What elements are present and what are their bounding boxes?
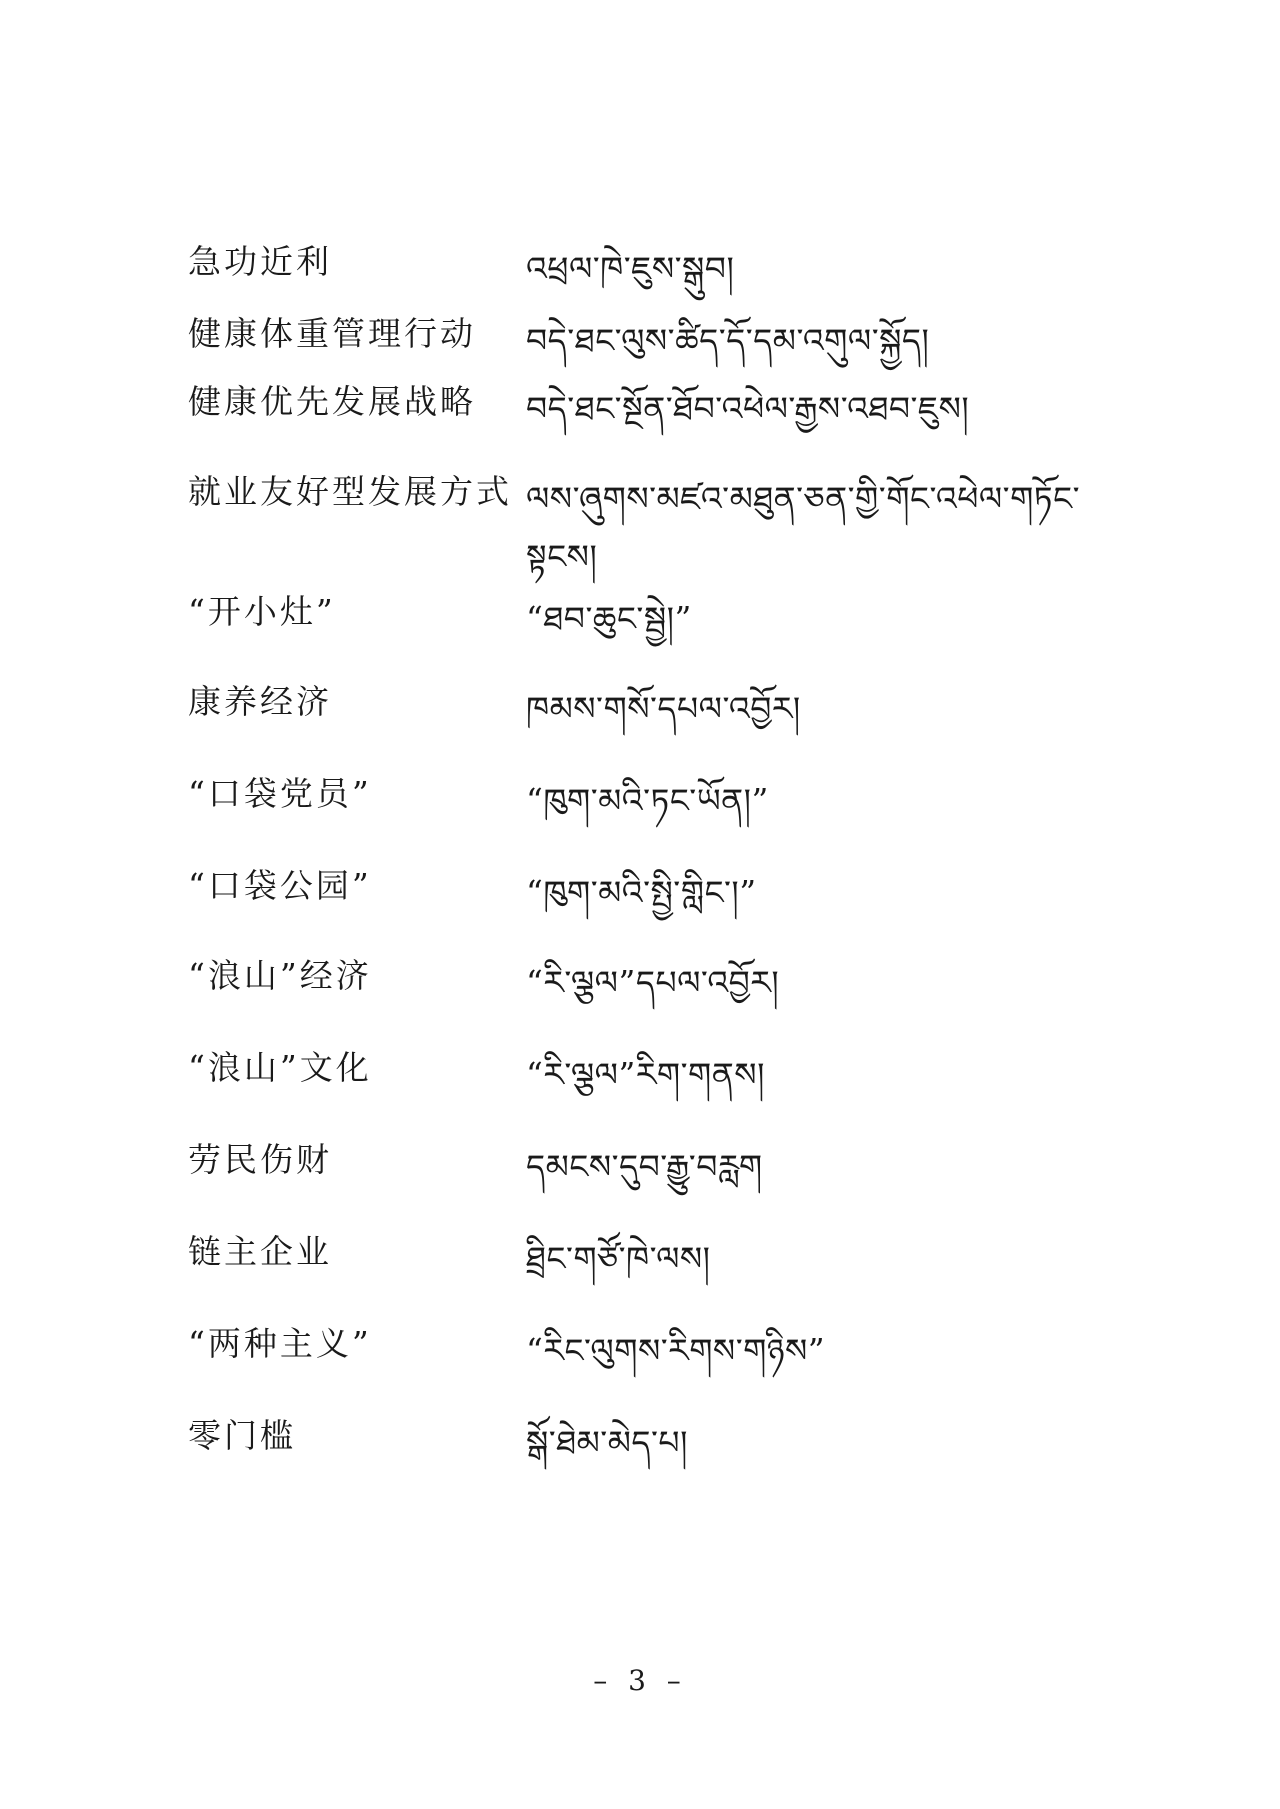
- chinese-term: 链主企业: [188, 1232, 332, 1271]
- tibetan-translation: འཕྲལ་ཁེ་ཇུས་སྒུབ།: [526, 249, 735, 288]
- chinese-term: “浪山”文化: [188, 1048, 372, 1087]
- tibetan-translation: “རི་ལྕལ”རིག་གནས།: [526, 1055, 765, 1094]
- tibetan-translation: “རིང་ལུགས་རིགས་གཉིས”: [526, 1331, 826, 1370]
- tibetan-translation: ལས་ཞུགས་མཛའ་མཐུན་ཅན་གྱི་གོང་འཕེལ་གཏོང་སྟངས།: [526, 479, 1081, 576]
- chinese-term: 康养经济: [188, 682, 332, 721]
- page-number: – 3 –: [593, 1664, 687, 1697]
- chinese-term: 劳民伤财: [188, 1140, 332, 1179]
- chinese-term: 就业友好型发展方式: [188, 472, 512, 511]
- chinese-term: “口袋公园”: [188, 866, 372, 905]
- chinese-term: “开小灶”: [188, 592, 336, 631]
- chinese-term: 急功近利: [188, 242, 332, 281]
- tibetan-translation: བདེ་ཐང་སྔོན་ཐོབ་འཕེལ་རྒྱས་འཐབ་ཇུས།: [526, 389, 970, 428]
- tibetan-translation: “ཁུག་མའི་སྤྱི་གླིང་།”: [526, 873, 757, 912]
- tibetan-translation: “ཁུག་མའི་ཏང་ཡོན།”: [526, 781, 769, 820]
- chinese-term: 健康优先发展战略: [188, 382, 476, 421]
- tibetan-translation: ཁམས་གསོ་དཔལ་འབྱོར།: [526, 689, 801, 728]
- tibetan-translation: “ཐབ་ཆུང་སྦྱེ།”: [526, 599, 692, 638]
- chinese-term: 健康体重管理行动: [188, 314, 476, 353]
- chinese-term: “两种主义”: [188, 1324, 372, 1363]
- tibetan-translation: བདེ་ཐང་ལུས་ཚིད་དོ་དམ་འགུལ་སྐྱོད།: [526, 321, 930, 360]
- tibetan-translation: དམངས་དུབ་རྒྱུ་བརླག: [526, 1147, 763, 1186]
- tibetan-translation: ཐྲིང་གཙོ་ཁེ་ལས།: [526, 1239, 711, 1278]
- tibetan-translation: སྒོ་ཐེམ་མེད་པ།: [526, 1423, 688, 1462]
- chinese-term: 零门槛: [188, 1416, 296, 1455]
- chinese-term: “浪山”经济: [188, 956, 372, 995]
- tibetan-translation: “རི་ལྕལ”དཔལ་འབྱོར།: [526, 963, 780, 1002]
- chinese-term: “口袋党员”: [188, 774, 372, 813]
